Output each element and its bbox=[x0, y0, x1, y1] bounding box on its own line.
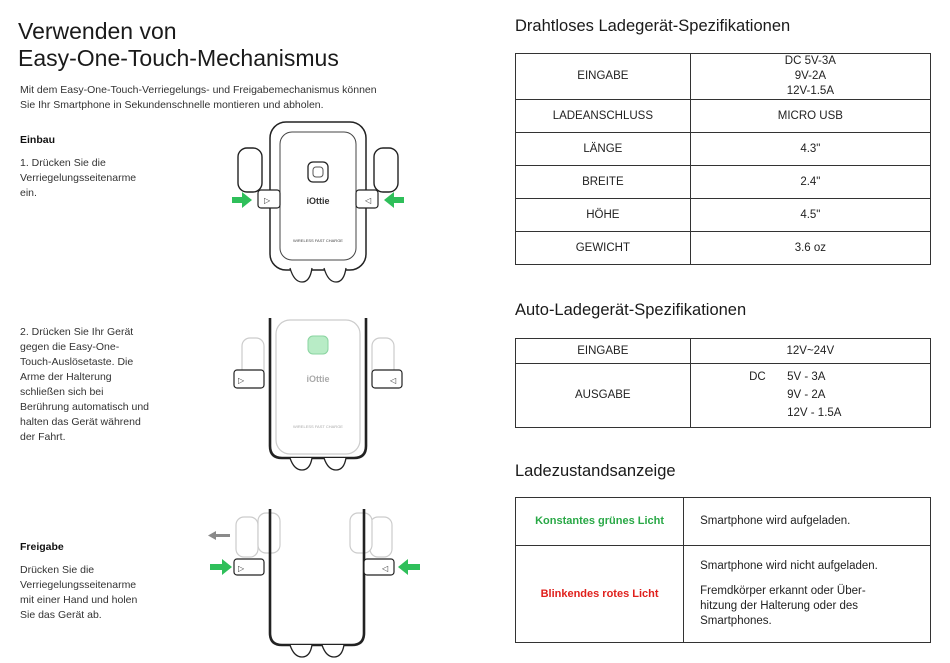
intro-text bbox=[20, 83, 440, 113]
red-desc-line-2: Fremdkörper erkannt oder Über- bbox=[700, 585, 866, 597]
table-row bbox=[516, 100, 931, 133]
green-light-label: Konstantes grünes Licht bbox=[516, 498, 684, 546]
table-row bbox=[516, 546, 931, 643]
step-2-line-6: Berührung automatisch und bbox=[20, 401, 149, 413]
intro-line-1: Mit dem Easy-One-Touch-Verriegelungs- und Freigabemechanismus können bbox=[20, 84, 377, 96]
output-line-3: 12V - 1.5A bbox=[787, 407, 842, 419]
table-row bbox=[516, 166, 931, 199]
device-badge-1: WIRELESS FAST CHARGE bbox=[293, 238, 343, 243]
car-output-label: AUSGABE bbox=[516, 364, 691, 428]
step-2-line-3: Touch-Auslösetaste. Die bbox=[20, 356, 134, 368]
mount-illustration-release bbox=[200, 505, 425, 660]
release-arrow-right-icon bbox=[398, 559, 420, 575]
title-line-2: Easy-One-Touch-Mechanismus bbox=[18, 45, 339, 71]
mount-illustration-install bbox=[228, 118, 418, 288]
step-3-text bbox=[20, 563, 180, 623]
table-row bbox=[516, 498, 931, 546]
svg-text:◁: ◁ bbox=[365, 196, 372, 205]
car-input-label: EINGABE bbox=[516, 339, 691, 364]
step-1-line-2: Verriegelungsseitenarme bbox=[20, 172, 137, 184]
red-light-label: Blinkendes rotes Licht bbox=[516, 546, 684, 643]
wireless-specs-table bbox=[515, 53, 931, 265]
step-2-line-2: gegen die Easy-One- bbox=[20, 341, 120, 353]
spec-value-line: DC 5V-3A bbox=[784, 55, 836, 67]
spec-value: 2.4" bbox=[690, 166, 930, 199]
car-input-value: 12V~24V bbox=[690, 339, 930, 364]
table-row bbox=[516, 339, 931, 364]
spec-value: 4.5" bbox=[690, 199, 930, 232]
spec-value: 4.3" bbox=[690, 133, 930, 166]
mount-illustration-dock bbox=[228, 318, 418, 478]
status-table bbox=[515, 497, 931, 643]
step-3-line-1: Drücken Sie die bbox=[20, 564, 95, 576]
pull-out-arrow-icon bbox=[208, 531, 230, 540]
step-2-line-4: Arme der Halterung bbox=[20, 371, 112, 383]
push-in-arrow-left-icon bbox=[232, 192, 252, 208]
spec-label: HÖHE bbox=[516, 199, 691, 232]
table-row bbox=[516, 199, 931, 232]
step-1-line-3: ein. bbox=[20, 187, 37, 199]
spec-label: GEWICHT bbox=[516, 232, 691, 265]
step-2-text bbox=[20, 325, 190, 445]
red-desc-line-1: Smartphone wird nicht aufgeladen. bbox=[700, 560, 878, 572]
table-row bbox=[516, 54, 931, 100]
spec-value bbox=[690, 54, 930, 100]
install-heading: Einbau bbox=[20, 134, 56, 146]
output-line-1: 5V - 3A bbox=[787, 371, 826, 383]
device-brand-1: iOttie bbox=[306, 196, 330, 206]
device-badge-2: WIRELESS FAST CHARGE bbox=[293, 424, 343, 429]
svg-text:▷: ▷ bbox=[238, 376, 245, 385]
device-brand-2: iOttie bbox=[306, 374, 330, 384]
red-light-desc bbox=[684, 546, 931, 643]
step-3-line-3: mit einer Hand und holen bbox=[20, 594, 138, 606]
release-arrow-left-icon bbox=[210, 559, 232, 575]
spec-value: 3.6 oz bbox=[690, 232, 930, 265]
spec-value-line: 12V-1.5A bbox=[786, 85, 835, 97]
spec-value: MICRO USB bbox=[690, 100, 930, 133]
table-row bbox=[516, 133, 931, 166]
step-1-text bbox=[20, 156, 180, 201]
red-desc-line-4: Smartphones. bbox=[700, 615, 772, 627]
table-row bbox=[516, 364, 931, 428]
status-title: Ladezustandsanzeige bbox=[515, 462, 676, 480]
title-line-1: Verwenden von bbox=[18, 18, 177, 44]
red-desc-line-3: hitzung der Halterung oder des bbox=[700, 600, 859, 612]
step-3-line-2: Verriegelungsseitenarme bbox=[20, 579, 137, 591]
step-3-line-4: Sie das Gerät ab. bbox=[20, 609, 102, 621]
spec-label: LÄNGE bbox=[516, 133, 691, 166]
svg-text:▷: ▷ bbox=[264, 196, 271, 205]
step-2-line-5: schließen sich bei bbox=[20, 386, 104, 398]
release-heading: Freigabe bbox=[20, 541, 64, 553]
output-prefix: DC bbox=[749, 371, 766, 383]
svg-text:◁: ◁ bbox=[382, 564, 389, 573]
page-title bbox=[18, 18, 438, 72]
spec-label: LADEANSCHLUSS bbox=[516, 100, 691, 133]
car-specs-title: Auto-Ladegerät-Spezifikationen bbox=[515, 301, 747, 319]
step-2-line-7: halten das Gerät während bbox=[20, 416, 141, 428]
svg-text:▷: ▷ bbox=[238, 564, 245, 573]
svg-text:◁: ◁ bbox=[390, 376, 397, 385]
spec-value-line: 9V-2A bbox=[794, 70, 827, 82]
step-2-line-8: der Fahrt. bbox=[20, 431, 66, 443]
spec-label: BREITE bbox=[516, 166, 691, 199]
spec-label: EINGABE bbox=[516, 54, 691, 100]
intro-line-2: Sie Ihr Smartphone in Sekundenschnelle montieren und abholen. bbox=[20, 99, 324, 111]
car-specs-table bbox=[515, 338, 931, 428]
table-row bbox=[516, 232, 931, 265]
green-light-desc: Smartphone wird aufgeladen. bbox=[684, 498, 931, 546]
push-in-arrow-right-icon bbox=[384, 192, 404, 208]
output-line-2: 9V - 2A bbox=[787, 389, 826, 401]
step-2-line-1: 2. Drücken Sie Ihr Gerät bbox=[20, 326, 134, 338]
step-1-line-1: 1. Drücken Sie die bbox=[20, 157, 106, 169]
car-output-value bbox=[690, 364, 930, 428]
wireless-specs-title: Drahtloses Ladegerät-Spezifikationen bbox=[515, 17, 791, 35]
